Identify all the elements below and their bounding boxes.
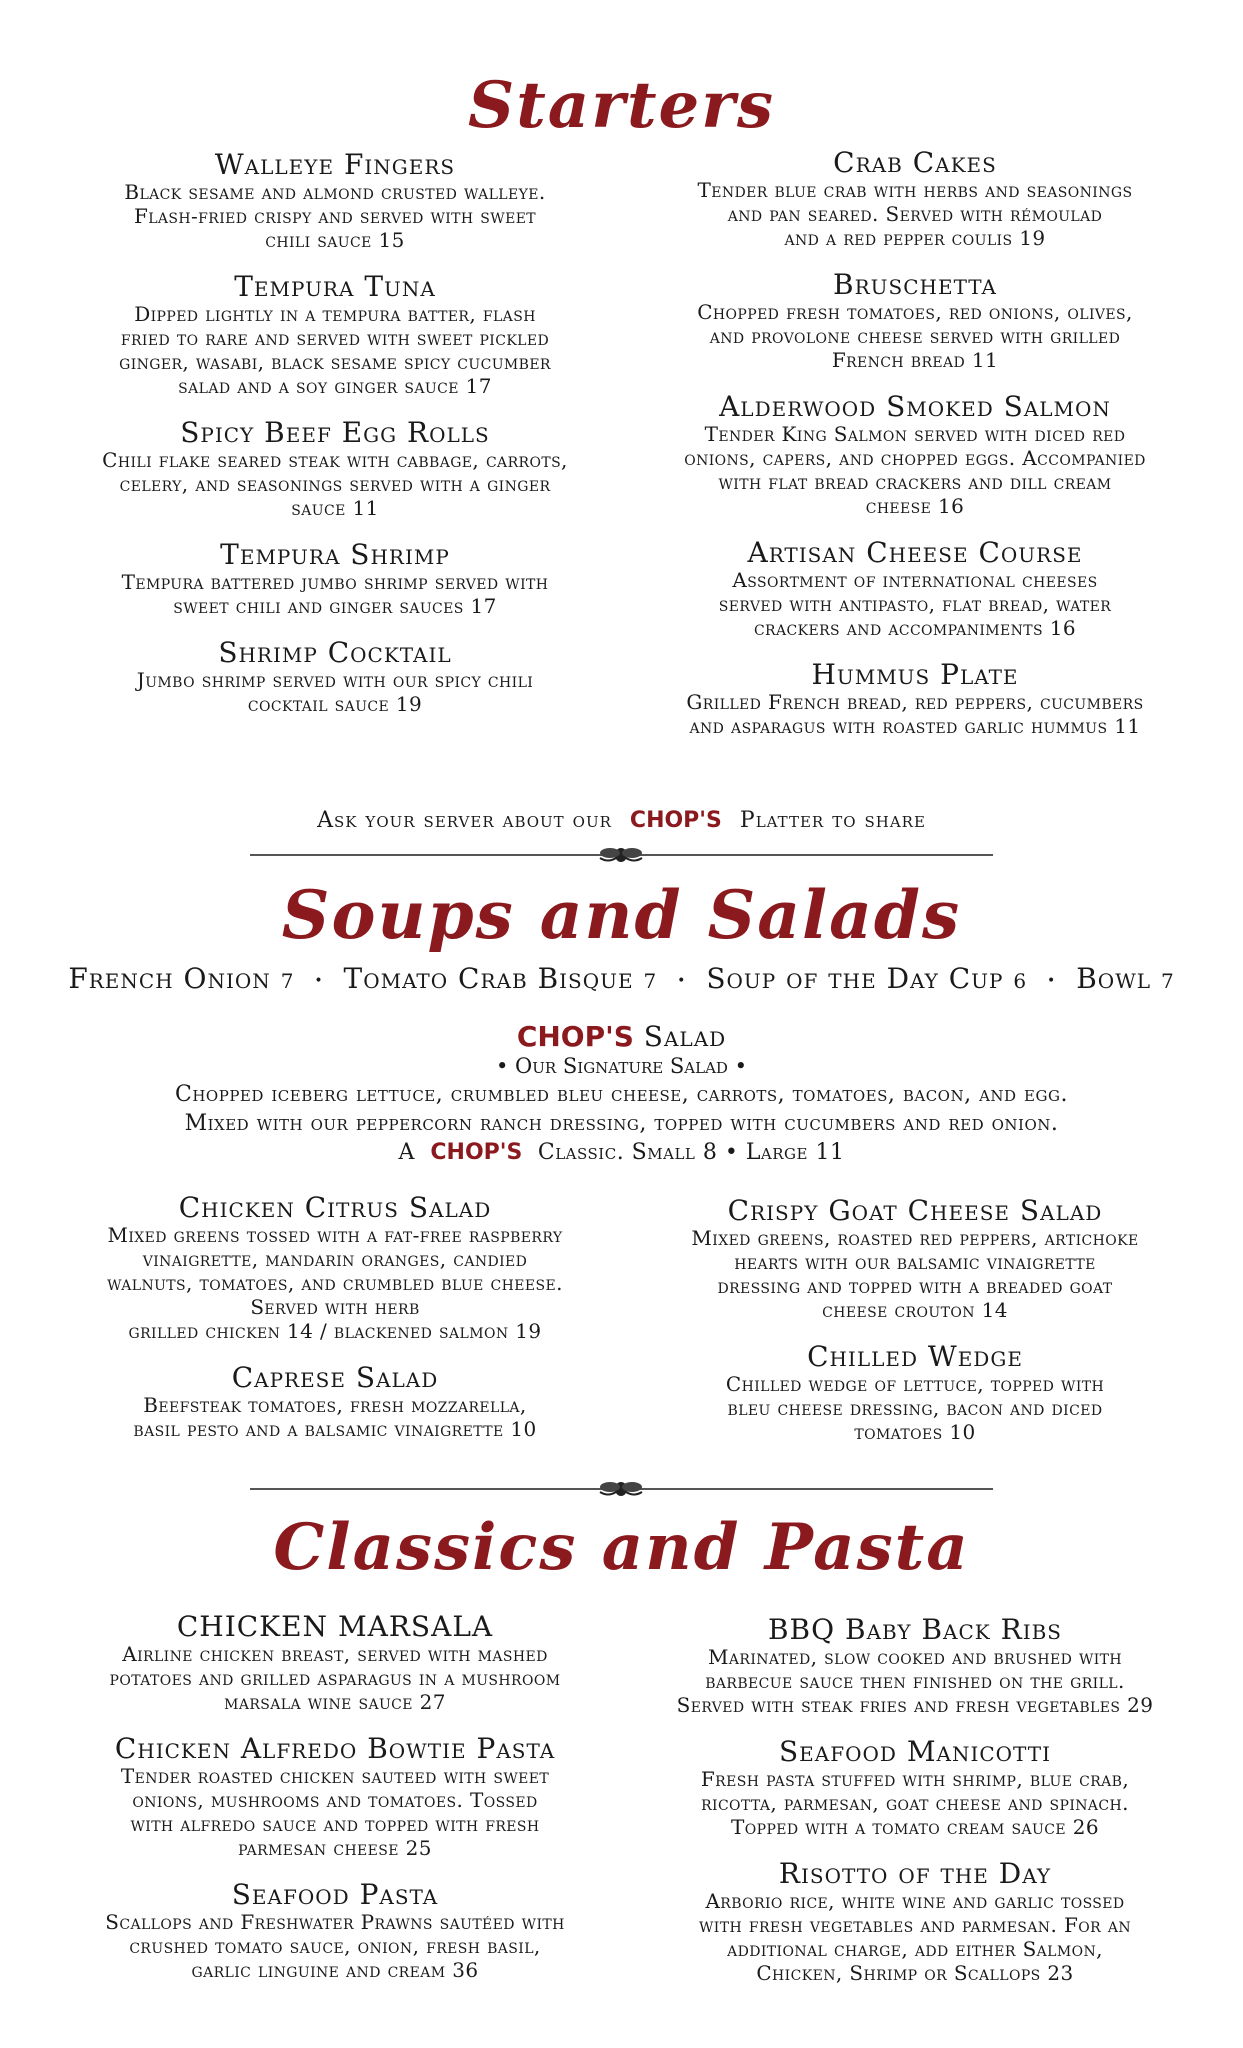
separator-dot: • (677, 972, 687, 989)
menu-item-name: Tempura Tuna (234, 270, 436, 303)
menu-item-description-line: basil pesto and a balsamic vinaigrette 10 (133, 1417, 537, 1441)
menu-item (620, 1859, 1210, 1985)
menu-item-description-line: onions, mushrooms and tomatoes. Tossed (132, 1788, 538, 1812)
soups-title: Soups and Salads (281, 876, 962, 954)
menu-item-description-line: Tempura battered jumbo shrimp served with (121, 570, 549, 594)
menu-item-description-line: onions, capers, and chopped eggs. Accompanied (684, 446, 1146, 470)
menu-item-description-line: garlic linguine and cream 36 (191, 1958, 479, 1982)
starters-left-column (40, 150, 630, 736)
menu-item (620, 1342, 1210, 1444)
soup-tomato-crab-bisque-price: 7 (643, 969, 658, 993)
menu-item (620, 660, 1210, 738)
menu-item-description-line: chili sauce 15 (265, 228, 405, 252)
menu-item-description-line: sauce 11 (291, 496, 379, 520)
menu-item-description-line: Tender blue crab with herbs and seasonings (697, 178, 1133, 202)
menu-item-name: Seafood Manicotti (779, 1735, 1051, 1768)
menu-item-description-line: Chopped fresh tomatoes, red onions, olives, (697, 300, 1133, 324)
menu-item-description-line: with flat bread crackers and dill cream (718, 470, 1112, 494)
menu-item-description-line: Jumbo shrimp served with our spicy chili (136, 668, 534, 692)
bee-ornament-icon (596, 1479, 646, 1499)
menu-item-description-line: and asparagus with roasted garlic hummus 11 (689, 714, 1141, 738)
menu-item (40, 272, 630, 398)
soup-french-onion-price: 7 (280, 969, 295, 993)
signature-salad (0, 1022, 1243, 1167)
starters-right-column (620, 148, 1210, 758)
classic-prefix: A (398, 1140, 415, 1165)
classics-left-column (40, 1612, 630, 2002)
menu-item-description-line: with alfredo sauce and topped with fresh (130, 1812, 540, 1836)
separator-dot: • (314, 972, 324, 989)
classic-sizes: Classic. Small 8 • Large 11 (537, 1140, 845, 1165)
menu-item-name: Caprese Salad (231, 1361, 439, 1394)
platter-note-after: Platter to share (739, 808, 926, 833)
menu-item-description-line: Mixed greens, roasted red peppers, artichoke (691, 1226, 1139, 1250)
salads-right-column (620, 1196, 1210, 1464)
classics-title: Classics and Pasta (273, 1510, 970, 1585)
menu-item-description-line: parmesan cheese 25 (238, 1836, 432, 1860)
menu-item-description-line: Grilled French bread, red peppers, cucumbers (686, 690, 1144, 714)
menu-item-description-line: Tender roasted chicken sauteed with sweet (120, 1764, 550, 1788)
signature-salad-classic (0, 1138, 1243, 1167)
soup-bowl-price: 7 (1160, 969, 1175, 993)
menu-item-description-line: and provolone cheese served with grilled (709, 324, 1121, 348)
menu-item-description-line: Mixed greens tossed with a fat-free raspberry (107, 1223, 563, 1247)
soups-line (0, 962, 1243, 995)
menu-item-name: Chicken Citrus Salad (178, 1191, 492, 1224)
menu-item (40, 1880, 630, 1982)
platter-note-before: Ask your server about our (317, 808, 612, 833)
menu-item-description-line: Chicken, Shrimp or Scallops 23 (756, 1961, 1074, 1985)
classics-right-column (620, 1615, 1210, 2005)
menu-item-name: Chicken Alfredo Bowtie Pasta (114, 1732, 556, 1765)
menu-item-description-line: Chilled wedge of lettuce, topped with (725, 1372, 1105, 1396)
menu-item-description-line: cocktail sauce 19 (247, 692, 423, 716)
menu-item-description-line: celery, and seasonings served with a ginger (119, 472, 551, 496)
menu-item-name: Walleye Fingers (214, 148, 456, 181)
menu-item (40, 1193, 630, 1343)
menu-item-description-line: crackers and accompaniments 16 (753, 616, 1077, 640)
menu-item (40, 638, 630, 716)
menu-item-description-line: salad and a soy ginger sauce 17 (178, 374, 492, 398)
soup-tomato-crab-bisque: Tomato Crab Bisque (343, 962, 634, 995)
soup-of-the-day-cup: Soup of the Day Cup (706, 962, 1004, 995)
menu-item-name: Chilled Wedge (807, 1340, 1023, 1373)
menu-item-description-line: with fresh vegetables and parmesan. For an (699, 1913, 1131, 1937)
signature-salad-subtitle: • Our Signature Salad • (496, 1054, 747, 1078)
menu-item-description-line: Beefsteak tomatoes, fresh mozzarella, (143, 1393, 527, 1417)
menu-item-description-line: French bread 11 (831, 348, 999, 372)
menu-item-description-line: Airline chicken breast, served with mashed (122, 1642, 548, 1666)
soup-of-the-day-cup-price: 6 (1013, 969, 1028, 993)
menu-item (620, 1196, 1210, 1322)
menu-item-description-line: ricotta, parmesan, goat cheese and spinach. (701, 1791, 1129, 1815)
menu-item (620, 148, 1210, 250)
menu-item-description-line: Chili flake seared steak with cabbage, carrots, (102, 448, 568, 472)
menu-item-description-line: bleu cheese dressing, bacon and diced (727, 1396, 1103, 1420)
menu-item-description-line: dressing and topped with a breaded goat (717, 1274, 1113, 1298)
menu-item-description-line: served with antipasto, flat bread, water (718, 592, 1112, 616)
menu-item-name: Crispy Goat Cheese Salad (727, 1194, 1103, 1227)
menu-item (40, 150, 630, 252)
menu-item-description-line: barbecue sauce then finished on the grill. (705, 1669, 1125, 1693)
menu-item-description-line: Scallops and Freshwater Prawns sautéed with (105, 1910, 565, 1934)
separator-dot: • (1047, 972, 1057, 989)
menu-item (40, 1734, 630, 1860)
menu-item-description-line: Fresh pasta stuffed with shrimp, blue crab, (700, 1767, 1130, 1791)
signature-salad-desc-line: Mixed with our peppercorn ranch dressing, topped with cucumbers and red onion. (184, 1111, 1059, 1136)
menu-item-name: Artisan Cheese Course (747, 536, 1083, 569)
menu-item-description-line: grilled chicken 14 / blackened salmon 19 (128, 1319, 542, 1343)
chops-brand-logo: CHOP'S (516, 1020, 634, 1053)
menu-item-name: Risotto of the Day (778, 1857, 1052, 1890)
menu-item-description-line: Flash-fried crispy and served with sweet (133, 204, 537, 228)
menu-item-description-line: and a red pepper coulis 19 (784, 226, 1046, 250)
menu-item (620, 270, 1210, 372)
menu-item-description-line: ginger, wasabi, black sesame spicy cucumber (119, 350, 551, 374)
signature-salad-title (0, 1022, 1243, 1052)
menu-item-name: CHICKEN MARSALA (176, 1610, 494, 1643)
menu-item-name: Spicy Beef Egg Rolls (180, 416, 490, 449)
signature-salad-name: Salad (643, 1020, 727, 1053)
menu-item-name: Hummus Plate (811, 658, 1019, 691)
menu-item-name: Crab Cakes (833, 146, 997, 179)
menu-item-description-line: Topped with a tomato cream sauce 26 (731, 1815, 1099, 1839)
menu-item-description-line: fried to rare and served with sweet pickled (120, 326, 550, 350)
menu-item-description-line: Black sesame and almond crusted walleye. (124, 180, 546, 204)
menu-item-description-line: Dipped lightly in a tempura batter, flash (134, 302, 536, 326)
chops-brand-logo: CHOP'S (629, 808, 722, 833)
soup-french-onion: French Onion (68, 962, 271, 995)
menu-item-description-line: sweet chili and ginger sauces 17 (173, 594, 497, 618)
menu-item-description-line: and pan seared. Served with rémoulad (727, 202, 1103, 226)
menu-item-description-line: cheese 16 (865, 494, 965, 518)
chops-brand-logo: CHOP'S (430, 1140, 523, 1165)
menu-item-description-line: walnuts, tomatoes, and crumbled blue cheese. (107, 1271, 563, 1295)
menu-item-name: BBQ Baby Back Ribs (767, 1613, 1063, 1646)
menu-item (40, 1612, 630, 1714)
menu-item (620, 1615, 1210, 1717)
salads-left-column (40, 1193, 630, 1461)
menu-item-description-line: Served with herb (250, 1295, 420, 1319)
bee-ornament-icon (596, 845, 646, 865)
menu-item (620, 538, 1210, 640)
menu-item (40, 418, 630, 520)
menu-item-description-line: marsala wine sauce 27 (224, 1690, 446, 1714)
menu-item-description-line: crushed tomato sauce, onion, fresh basil, (129, 1934, 541, 1958)
menu-item (620, 1737, 1210, 1839)
menu-item-name: Seafood Pasta (231, 1878, 439, 1911)
menu-item-description-line: vinaigrette, mandarin oranges, candied (142, 1247, 528, 1271)
soup-bowl: Bowl (1076, 962, 1152, 995)
menu-item-description-line: hearts with our balsamic vinaigrette (734, 1250, 1096, 1274)
menu-item (620, 392, 1210, 518)
menu-item-description-line: Arborio rice, white wine and garlic tossed (705, 1889, 1125, 1913)
menu-item-description-line: Marinated, slow cooked and brushed with (707, 1645, 1123, 1669)
signature-salad-desc-line: Chopped iceberg lettuce, crumbled bleu cheese, carrots, tomatoes, bacon, and egg. (175, 1082, 1068, 1107)
menu-item (40, 540, 630, 618)
platter-note (0, 808, 1243, 833)
menu-item-description-line: cheese crouton 14 (822, 1298, 1008, 1322)
menu-item-name: Alderwood Smoked Salmon (719, 390, 1111, 423)
menu-item-description-line: Served with steak fries and fresh vegetables 29 (676, 1693, 1154, 1717)
starters-title: Starters (468, 68, 775, 143)
menu-item-description-line: potatoes and grilled asparagus in a mushroom (109, 1666, 561, 1690)
menu-item-description-line: Assortment of international cheeses (732, 568, 1098, 592)
menu-item-name: Bruschetta (833, 268, 997, 301)
menu-item-name: Shrimp Cocktail (218, 636, 452, 669)
menu-item-name: Tempura Shrimp (220, 538, 450, 571)
menu-item (40, 1363, 630, 1441)
menu-item-description-line: additional charge, add either Salmon, (727, 1937, 1103, 1961)
menu-item-description-line: tomatoes 10 (854, 1420, 976, 1444)
menu-item-description-line: Tender King Salmon served with diced red (704, 422, 1126, 446)
